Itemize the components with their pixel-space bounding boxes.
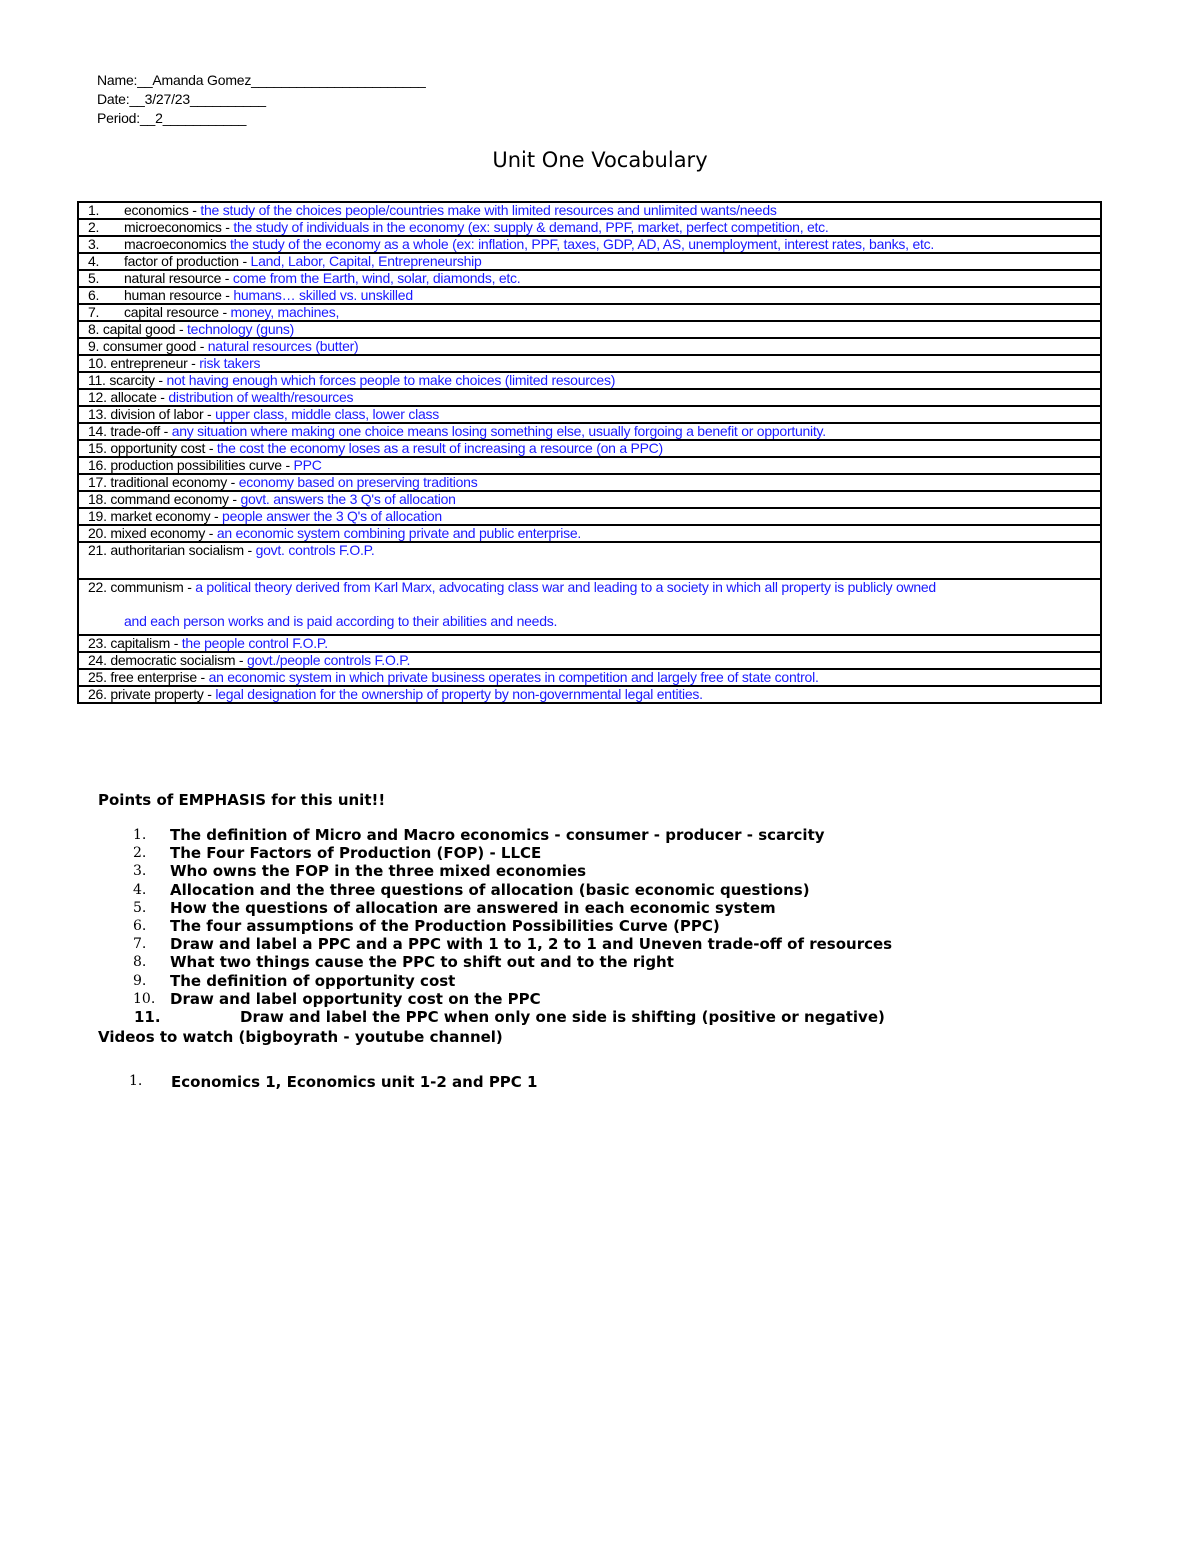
vocab-definition: an economic system in which private business operates in competition and largely free of state control.: [208, 669, 819, 685]
emphasis-item-text: Draw and label opportunity cost on the PPC: [170, 989, 541, 1008]
emphasis-item-text: The four assumptions of the Production Possibilities Curve (PPC): [170, 916, 720, 935]
vocab-cell: [78, 440, 1101, 457]
vocab-row: [78, 652, 1101, 669]
vocab-definition: come from the Earth, wind, solar, diamonds, etc.: [232, 270, 521, 286]
video-item-text: Economics 1, Economics unit 1-2 and PPC 1: [171, 1073, 538, 1091]
emphasis-item-number: 7.: [133, 936, 147, 953]
vocab-cell: [78, 508, 1101, 525]
videos-heading: Videos to watch (bigboyrath - youtube channel): [98, 1028, 503, 1046]
video-item-number: 1.: [129, 1073, 143, 1089]
vocab-definition: natural resources (butter): [207, 338, 359, 354]
vocab-cell: [78, 406, 1101, 423]
vocab-label: 10. entrepreneur -: [88, 355, 200, 371]
vocab-cell: [78, 579, 1101, 635]
vocab-definition: govt. answers the 3 Q's of allocation: [240, 491, 456, 507]
emphasis-item-text: The Four Factors of Production (FOP) - LLCE: [170, 844, 542, 863]
vocab-label: 8. capital good -: [88, 321, 188, 337]
vocab-label: 6.: [88, 287, 100, 303]
vocab-definition: technology (guns): [187, 321, 295, 337]
vocab-row: [78, 355, 1101, 372]
vocab-definition: the study of individuals in the economy (ex: supply & demand, PPF, market, perfect competition, etc.: [233, 219, 829, 235]
vocab-label: 14. trade-off -: [88, 423, 172, 439]
vocab-row: [78, 635, 1101, 652]
vocab-definition: distribution of wealth/resources: [168, 389, 354, 405]
vocab-row: [78, 508, 1101, 525]
vocab-cell: [78, 355, 1101, 372]
vocab-definition-continued: and each person works and is paid according to their abilities and needs.: [124, 613, 558, 629]
vocab-label: 13. division of labor -: [88, 406, 216, 422]
vocab-definition: any situation where making one choice means losing something else, usually forgoing a benefit or opportunity.: [171, 423, 826, 439]
page-title: Unit One Vocabulary: [492, 148, 708, 172]
vocab-cell: [78, 287, 1101, 304]
vocab-definition: upper class, middle class, lower class: [215, 406, 439, 422]
vocab-cell: [78, 321, 1101, 338]
vocab-definition: the study of the economy as a whole (ex: inflation, PPF, taxes, GDP, AD, AS, unemployment, interest rates, banks, etc.: [229, 236, 935, 252]
vocab-label: 7.: [88, 304, 100, 320]
vocab-label: 20. mixed economy -: [88, 525, 217, 541]
vocab-definition: an economic system combining private and public enterprise.: [216, 525, 582, 541]
period-line: Period:__2___________: [97, 110, 247, 126]
emphasis-item-number: 8.: [133, 954, 147, 971]
vocab-definition: risk takers: [199, 355, 261, 371]
vocab-definition: the cost the economy loses as a result of increasing a resource (on a PPC): [216, 440, 663, 456]
vocab-cell: [78, 525, 1101, 542]
vocab-row: [78, 202, 1101, 219]
vocab-row: [78, 542, 1101, 579]
vocab-cell: [78, 270, 1101, 287]
vocab-row: [78, 338, 1101, 355]
vocab-label: 11. scarcity -: [88, 372, 167, 388]
vocab-definition: PPC: [293, 457, 322, 473]
vocab-row: [78, 686, 1101, 703]
vocab-row: [78, 457, 1101, 474]
vocab-definition: legal designation for the ownership of property by non-governmental legal entities.: [215, 686, 703, 702]
emphasis-item-text: The definition of opportunity cost: [170, 971, 456, 990]
emphasis-item-number: 2.: [133, 845, 147, 862]
vocab-term: macroeconomics: [124, 236, 230, 252]
emphasis-item-number: 4.: [133, 881, 147, 898]
vocab-cell: [78, 474, 1101, 491]
emphasis-item-text: Who owns the FOP in the three mixed economies: [170, 862, 587, 881]
vocab-cell: [78, 491, 1101, 508]
vocab-definition: humans… skilled vs. unskilled: [233, 287, 413, 303]
vocab-row: [78, 219, 1101, 236]
date-line: Date:__3/27/23__________: [97, 91, 266, 107]
vocab-definition: economy based on preserving traditions: [238, 474, 478, 490]
emphasis-item-text: How the questions of allocation are answered in each economic system: [170, 898, 776, 917]
vocab-row: [78, 669, 1101, 686]
vocab-row: [78, 270, 1101, 287]
emphasis-item-number: 10.: [133, 990, 156, 1007]
vocab-definition: not having enough which forces people to make choices (limited resources): [166, 372, 616, 388]
name-line: Name:__Amanda Gomez_______________________: [97, 72, 426, 88]
vocabulary-table: [77, 201, 1102, 704]
emphasis-item-number: 5.: [133, 899, 147, 916]
vocab-cell: [78, 652, 1101, 669]
vocab-label: 4.: [88, 253, 100, 269]
vocab-row: [78, 304, 1101, 321]
emphasis-item-text: Allocation and the three questions of allocation (basic economic questions): [170, 880, 810, 899]
vocab-label: 26. private property -: [88, 686, 216, 702]
vocab-label: 25. free enterprise -: [88, 669, 209, 685]
vocab-row: [78, 491, 1101, 508]
emphasis-item-number: 1.: [133, 827, 147, 843]
vocab-cell: [78, 236, 1101, 253]
vocab-row: [78, 440, 1101, 457]
vocab-definition: the study of the choices people/countries make with limited resources and unlimited wants/needs: [200, 202, 777, 218]
vocab-label: 9. consumer good -: [88, 338, 208, 354]
emphasis-item-text: Draw and label the PPC when only one side is shifting (positive or negative): [240, 1007, 885, 1026]
vocab-term: natural resource -: [124, 270, 233, 286]
vocab-label: 2.: [88, 219, 100, 235]
vocab-term: economics -: [124, 202, 201, 218]
student-header: [97, 71, 426, 128]
vocab-cell: [78, 253, 1101, 270]
vocab-cell: [78, 219, 1101, 236]
vocab-definition: the people control F.O.P.: [181, 635, 328, 651]
emphasis-item-number: 11.: [134, 1007, 161, 1026]
vocab-label: 5.: [88, 270, 100, 286]
emphasis-heading: Points of EMPHASIS for this unit!!: [98, 791, 386, 809]
vocab-definition: people answer the 3 Q's of allocation: [222, 508, 442, 524]
vocab-row: [78, 579, 1101, 635]
vocab-cell: [78, 635, 1101, 652]
vocab-cell: [78, 372, 1101, 389]
vocab-cell: [78, 304, 1101, 321]
vocab-cell: [78, 686, 1101, 703]
vocab-label: 18. command economy -: [88, 491, 241, 507]
emphasis-item-text: The definition of Micro and Macro economics - consumer - producer - scarcity: [170, 826, 825, 844]
vocab-row: [78, 525, 1101, 542]
vocab-label: 15. opportunity cost -: [88, 440, 217, 456]
vocab-definition: govt./people controls F.O.P.: [246, 652, 411, 668]
vocab-definition: a political theory derived from Karl Marx, advocating class war and leading to a society in which all property is publicly owned: [195, 579, 936, 595]
vocab-label: 24. democratic socialism -: [88, 652, 247, 668]
vocab-row: [78, 287, 1101, 304]
vocab-label: 23. capitalism -: [88, 635, 182, 651]
vocab-label: 12. allocate -: [88, 389, 169, 405]
vocab-row: [78, 321, 1101, 338]
vocab-definition: govt. controls F.O.P.: [255, 542, 375, 558]
vocab-label: 3.: [88, 236, 100, 252]
vocab-cell: [78, 202, 1101, 219]
vocab-definition: money, machines,: [230, 304, 340, 320]
vocab-cell: [78, 457, 1101, 474]
vocab-row: [78, 389, 1101, 406]
vocab-label: 1.: [88, 202, 100, 218]
vocab-term: capital resource -: [124, 304, 231, 320]
vocab-cell: [78, 542, 1101, 579]
vocab-label: 16. production possibilities curve -: [88, 457, 294, 473]
vocab-label: 17. traditional economy -: [88, 474, 239, 490]
vocab-label: 21. authoritarian socialism -: [88, 542, 256, 558]
vocab-cell: [78, 389, 1101, 406]
vocab-row: [78, 423, 1101, 440]
vocab-row: [78, 372, 1101, 389]
vocab-label: 19. market economy -: [88, 508, 223, 524]
vocab-term: human resource -: [124, 287, 234, 303]
emphasis-item-number: 9.: [133, 972, 147, 989]
vocab-definition: Land, Labor, Capital, Entrepreneurship: [250, 253, 482, 269]
vocab-row: [78, 474, 1101, 491]
vocab-cell: [78, 423, 1101, 440]
emphasis-item-text: What two things cause the PPC to shift out and to the right: [170, 953, 674, 972]
vocab-term: factor of production -: [124, 253, 251, 269]
vocab-row: [78, 253, 1101, 270]
vocab-row: [78, 236, 1101, 253]
vocab-row: [78, 406, 1101, 423]
emphasis-item-text: Draw and label a PPC and a PPC with 1 to 1, 2 to 1 and Uneven trade-off of resources: [170, 935, 893, 954]
vocab-label: 22. communism -: [88, 579, 196, 595]
vocab-cell: [78, 338, 1101, 355]
vocab-cell: [78, 669, 1101, 686]
vocab-term: microeconomics -: [124, 219, 234, 235]
emphasis-item-number: 6.: [133, 917, 147, 934]
emphasis-item-number: 3.: [133, 863, 147, 880]
